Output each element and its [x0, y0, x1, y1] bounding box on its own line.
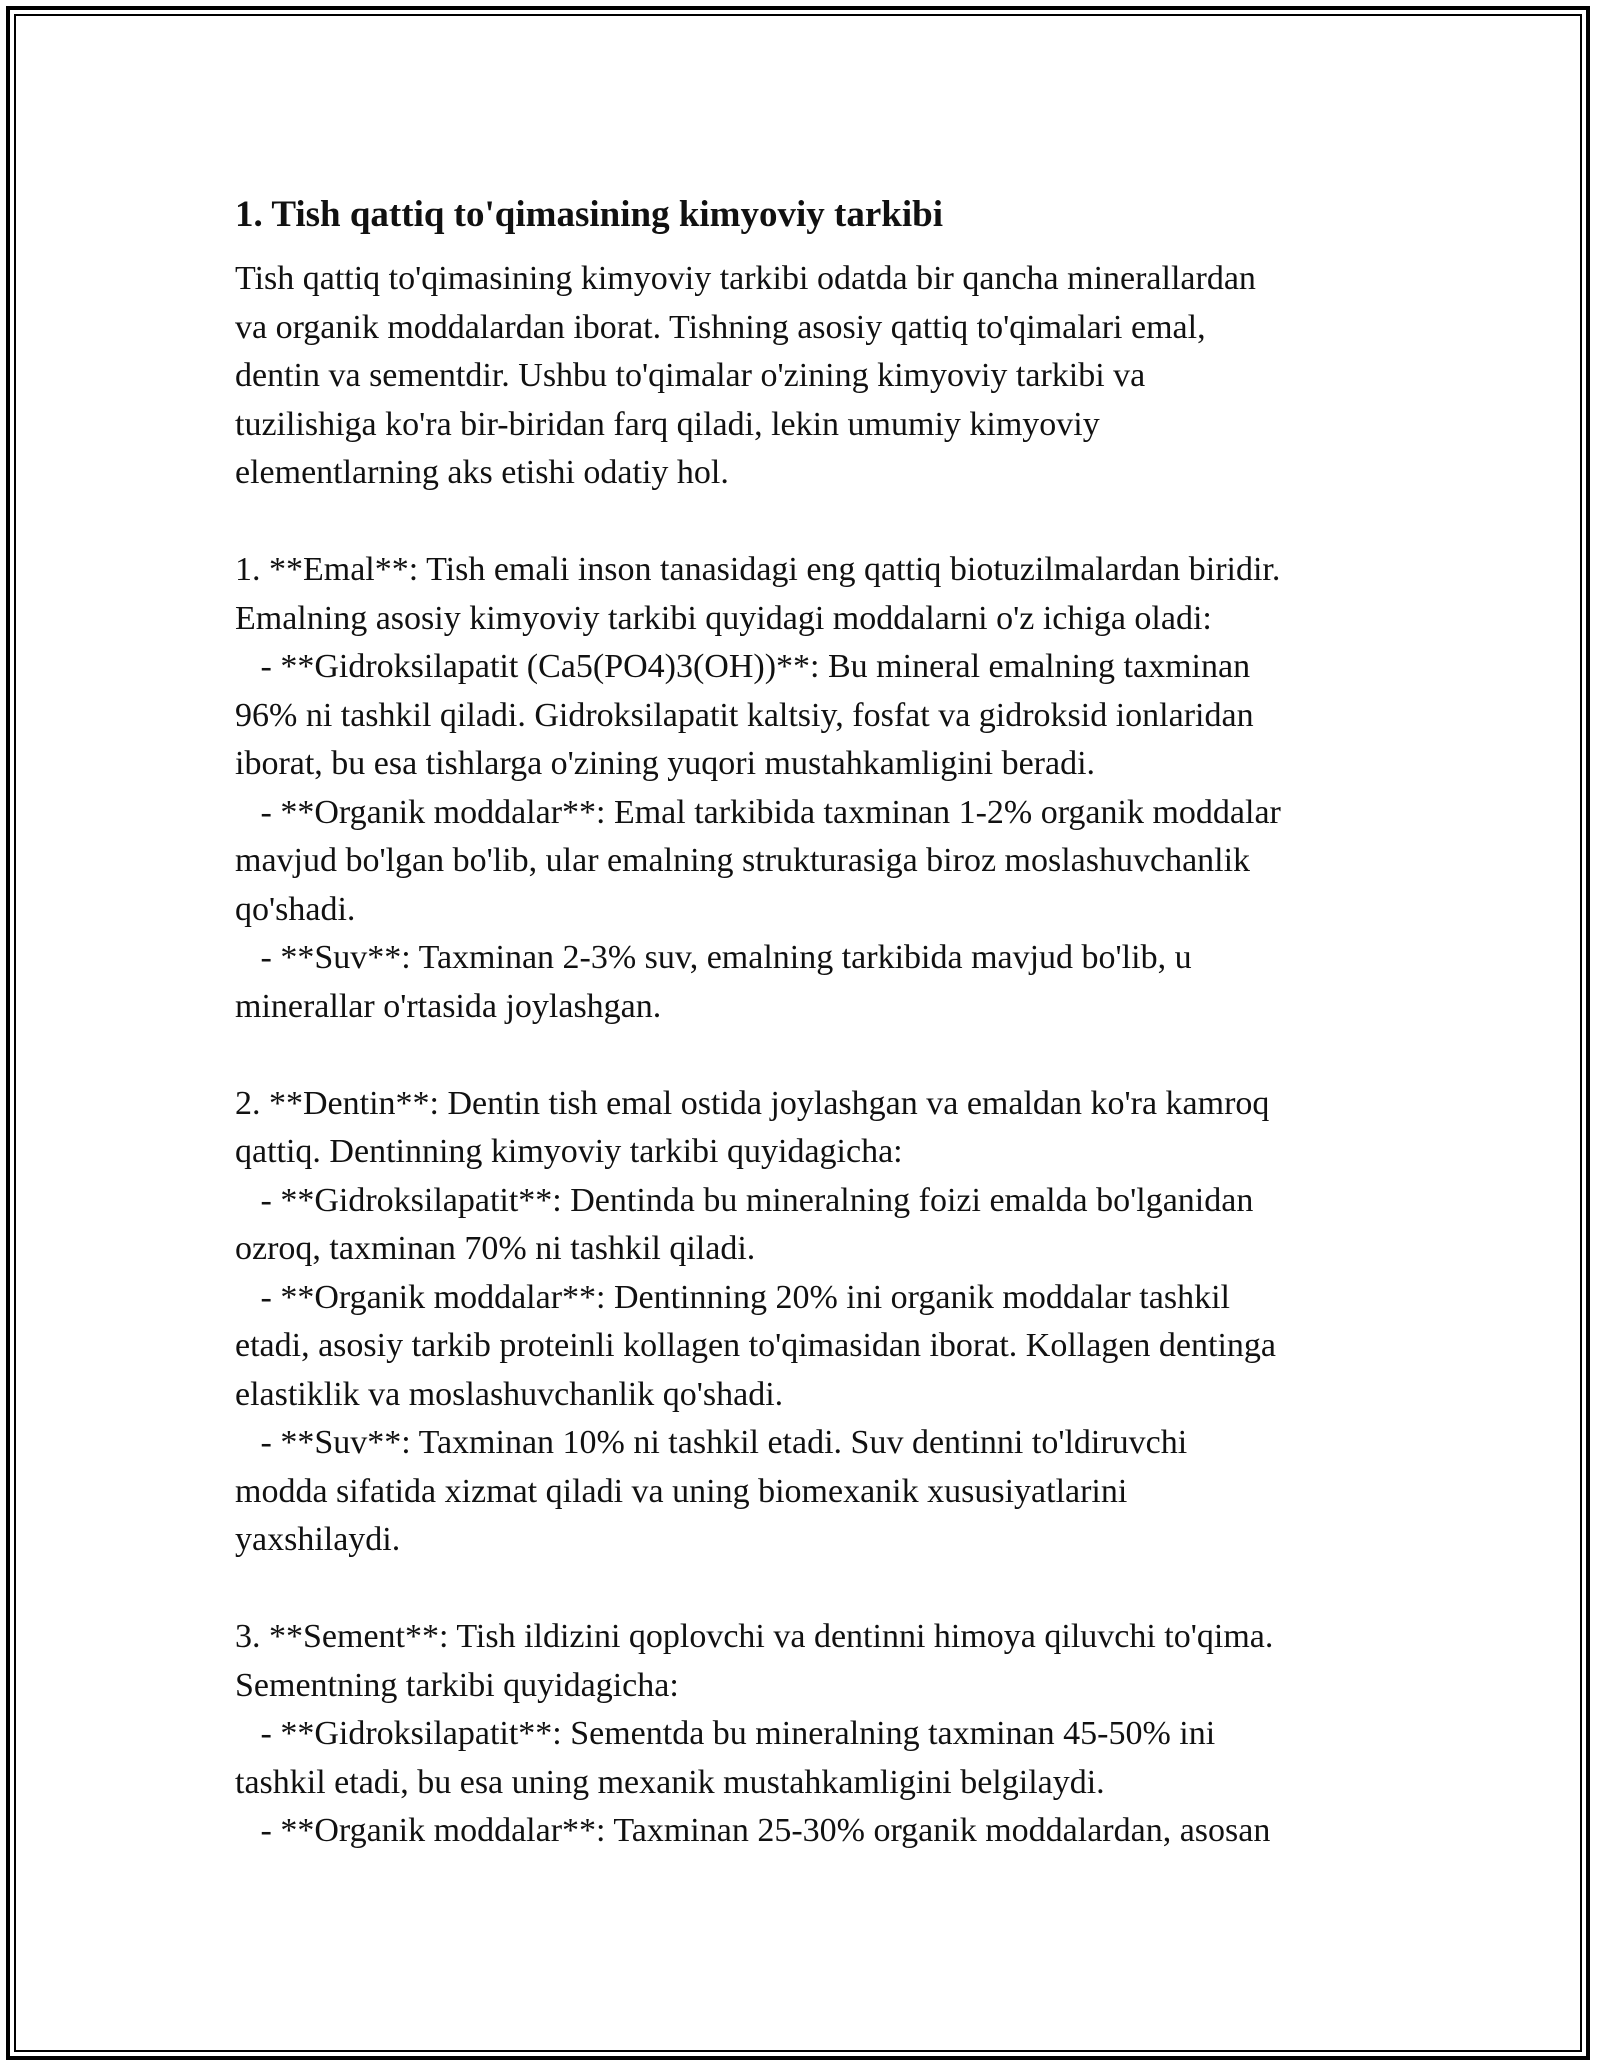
- text-line: tuzilishiga ko'ra bir-biridan farq qiladi, lekin umumiy kimyoviy: [235, 405, 1100, 443]
- text-line: Sementning tarkibi quyidagicha:: [235, 1666, 679, 1704]
- text-line: 3. **Sement**: Tish ildizini qoplovchi va dentinni himoya qiluvchi to'qima.: [235, 1618, 1274, 1655]
- text-line: tashkil etadi, bu esa uning mexanik mustahkamligini belgilaydi.: [235, 1763, 1105, 1801]
- text-line: [235, 498, 1375, 547]
- text-line: - **Organik moddalar**: Emal tarkibida taxminan 1-2% organik moddalar: [235, 793, 1281, 831]
- text-line: [235, 1565, 1375, 1614]
- text-line: elementlarning aks etishi odatiy hol.: [235, 454, 729, 491]
- text-line: - **Gidroksilapatit**: Sementda bu mineralning taxminan 45-50% ini: [235, 1715, 1216, 1752]
- text-line: - **Suv**: Taxminan 10% ni tashkil etadi. Suv dentinni to'ldiruvchi: [235, 1424, 1188, 1461]
- text-line: - **Gidroksilapatit**: Dentinda bu mineralning foizi emalda bo'lganidan: [235, 1181, 1254, 1219]
- text-line: iborat, bu esa tishlarga o'zining yuqori mustahkamligini beradi.: [235, 745, 1096, 782]
- text-line: yaxshilaydi.: [235, 1521, 401, 1558]
- text-line: elastiklik va moslashuvchanlik qo'shadi.: [235, 1375, 784, 1413]
- text-line: minerallar o'rtasida joylashgan.: [235, 987, 662, 1025]
- text-line: va organik moddalardan iborat. Tishning asosiy qattiq to'qimalari emal,: [235, 308, 1206, 346]
- document-title: 1. Tish qattiq to'qimasining kimyoviy tarkibi: [235, 194, 943, 235]
- text-line: - **Gidroksilapatit (Ca5(PO4)3(OH))**: Bu mineral emalning taxminan: [235, 648, 1251, 685]
- text-line: ozroq, taxminan 70% ni tashkil qiladi.: [235, 1230, 756, 1267]
- text-line: - **Organik moddalar**: Dentinning 20% ini organik moddalar tashkil: [235, 1278, 1230, 1316]
- text-line: 1. **Emal**: Tish emali inson tanasidagi eng qattiq biotuzilmalardan biridir.: [235, 551, 1281, 588]
- text-line: mavjud bo'lgan bo'lib, ular emalning strukturasiga biroz moslashuvchanlik: [235, 842, 1251, 879]
- document-body: [235, 255, 1375, 1856]
- text-line: qo'shadi.: [235, 890, 356, 928]
- text-line: modda sifatida xizmat qiladi va uning biomexanik xususiyatlarini: [235, 1472, 1128, 1510]
- text-line: Tish qattiq to'qimasining kimyoviy tarkibi odatda bir qancha minerallardan: [235, 260, 1256, 297]
- text-line: [235, 1031, 1375, 1080]
- text-line: qattiq. Dentinning kimyoviy tarkibi quyidagicha:: [235, 1133, 903, 1170]
- text-line: - **Suv**: Taxminan 2-3% suv, emalning tarkibida mavjud bo'lib, u: [235, 939, 1192, 976]
- text-line: dentin va sementdir. Ushbu to'qimalar o'zining kimyoviy tarkibi va: [235, 357, 1146, 394]
- text-line: 2. **Dentin**: Dentin tish emal ostida joylashgan va emaldan ko'ra kamroq: [235, 1084, 1270, 1122]
- document-content: [235, 186, 1375, 1856]
- text-line: etadi, asosiy tarkib proteinli kollagen to'qimasidan iborat. Kollagen dentinga: [235, 1327, 1276, 1364]
- text-line: - **Organik moddalar**: Taxminan 25-30% organik moddalardan, asosan: [235, 1812, 1271, 1849]
- text-line: Emalning asosiy kimyoviy tarkibi quyidagi moddalarni o'z ichiga oladi:: [235, 599, 1212, 637]
- text-line: 96% ni tashkil qiladi. Gidroksilapatit kaltsiy, fosfat va gidroksid ionlaridan: [235, 696, 1254, 734]
